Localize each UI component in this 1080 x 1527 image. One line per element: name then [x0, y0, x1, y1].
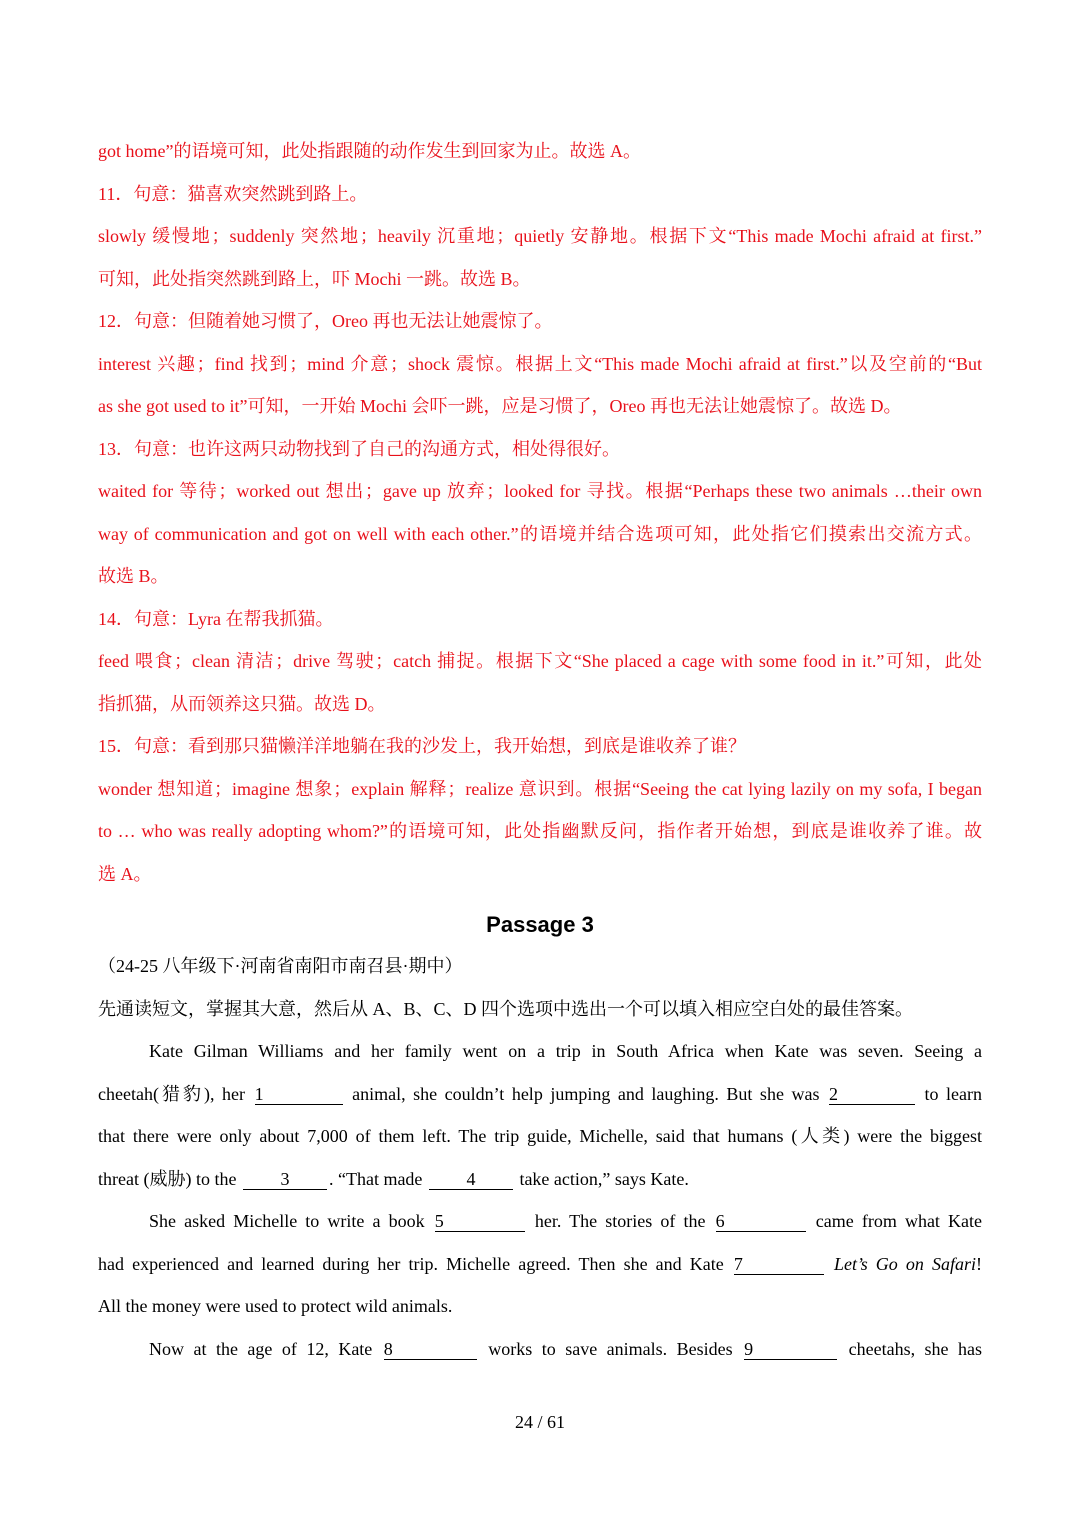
passage-text: works to save animals. Besides [488, 1338, 733, 1359]
answer-line: feed 喂食；clean 清洁；drive 驾驶；catch 捕捉。根据下文“She placed a cage with some food in it.”可知，此处 [98, 651, 982, 671]
passage-title: Passage 3 [486, 912, 594, 937]
passage-text: take action,” says Kate. [519, 1168, 689, 1189]
passage-line [98, 1200, 982, 1243]
passage-line [98, 1328, 982, 1371]
passage-line: Kate Gilman Williams and her family went on a trip in South Africa when Kate was seven. Seeing a [149, 1041, 982, 1061]
blank-2[interactable]: 2 [829, 1084, 915, 1105]
book-title-wrap [834, 1254, 982, 1274]
page-separator: / [537, 1412, 543, 1432]
answer-line: got home”的语境可知，此处指跟随的动作发生到回家为止。故选 A。 [98, 141, 641, 161]
blank-4[interactable]: 4 [429, 1169, 513, 1190]
answer-line: wonder 想知道；imagine 想象；explain 解释；realize 意识到。根据“Seeing the cat lying lazily on my sofa, I began [98, 778, 982, 799]
question-11: 11．句意：猫喜欢突然跳到路上。 [98, 183, 368, 204]
passage-text: cheetahs, she has [848, 1338, 983, 1359]
page-number [0, 1412, 1080, 1433]
blank-7[interactable]: 7 [734, 1254, 824, 1275]
passage-instruction: 先通读短文，掌握其大意，然后从 A、B、C、D 四个选项中选出一个可以填入相应空白处的最佳答案。 [98, 998, 914, 1019]
page-current: 24 [514, 1412, 533, 1432]
question-13: 13．句意：也许这两只动物找到了自己的沟通方式，相处得很好。 [98, 438, 620, 459]
answer-line: slowly 缓慢地；suddenly 突然地；heavily 沉重地；quietly 安静地。根据下文“This made Mochi afraid at first.” [98, 226, 982, 246]
passage-line: that there were only about 7,000 of them left. The trip guide, Michelle, said that humans (人类) were the biggest [98, 1126, 982, 1146]
passage-text: . “That made [328, 1168, 423, 1189]
passage-text: ! [976, 1253, 983, 1274]
answer-line: 可知，此处指突然跳到路上，吓 Mochi 一跳。故选 B。 [98, 268, 531, 289]
answer-line: 指抓猫，从而领养这只猫。故选 D。 [98, 693, 386, 714]
book-title: Let’s Go on Safari [834, 1253, 977, 1274]
passage-text: came from what Kate [815, 1211, 983, 1231]
passage-text: Now at the age of 12, Kate [149, 1338, 373, 1359]
question-12: 12．句意：但随着她习惯了，Oreo 再也无法让她震惊了。 [98, 311, 553, 331]
page-content [98, 130, 982, 1370]
question-14: 14．句意：Lyra 在帮我抓猫。 [98, 608, 334, 629]
passage-text: had experienced and learned during her trip. Michelle agreed. Then she and Kate [98, 1253, 724, 1274]
blank-8[interactable]: 8 [384, 1339, 477, 1360]
passage-text: She asked Michelle to write a book [149, 1211, 425, 1231]
blank-9[interactable]: 9 [744, 1339, 837, 1360]
passage-text: to learn [924, 1083, 983, 1104]
passage-line [98, 1243, 982, 1286]
passage-text: animal, she couldn’t help jumping and laughing. But she was [352, 1083, 820, 1104]
passage-line [98, 1073, 982, 1116]
passage-text: cheetah(猎豹), her [98, 1083, 246, 1104]
answer-line: waited for 等待；worked out 想出；gave up 放弃；looked for 寻找。根据“Perhaps these two animals …their own [98, 481, 982, 501]
answer-line: interest 兴趣；find 找到；mind 介意；shock 震惊。根据上文“This made Mochi afraid at first.”以及空前的“But [98, 353, 982, 374]
answer-line: 故选 B。 [98, 566, 169, 586]
blank-3[interactable]: 3 [243, 1169, 327, 1190]
question-15: 15．句意：看到那只猫懒洋洋地躺在我的沙发上，我开始想，到底是谁收养了谁？ [98, 736, 746, 756]
answer-line: 选 A。 [98, 863, 152, 884]
blank-5[interactable]: 5 [435, 1211, 525, 1232]
passage-text: threat (威胁) to the [98, 1168, 237, 1189]
answer-line: way of communication and got on well with each other.”的语境并结合选项可知，此处指它们摸索出交流方式。 [98, 523, 982, 544]
answer-line: to … who was really adopting whom?”的语境可知，此处指幽默反问，指作者开始想，到底是谁收养了谁。故 [98, 821, 982, 841]
passage-line: All the money were used to protect wild animals. [98, 1296, 453, 1316]
page-total: 61 [547, 1412, 565, 1432]
passage-text: her. The stories of the [534, 1211, 706, 1231]
answer-line: as she got used to it”可知，一开始 Mochi 会吓一跳，应是习惯了，Oreo 再也无法让她震惊了。故选 D。 [98, 396, 902, 416]
passage-line [98, 1158, 982, 1201]
passage-source: （24-25 八年级下·河南省南阳市南召县·期中） [98, 956, 463, 976]
blank-6[interactable]: 6 [716, 1211, 806, 1232]
blank-1[interactable]: 1 [255, 1084, 343, 1105]
